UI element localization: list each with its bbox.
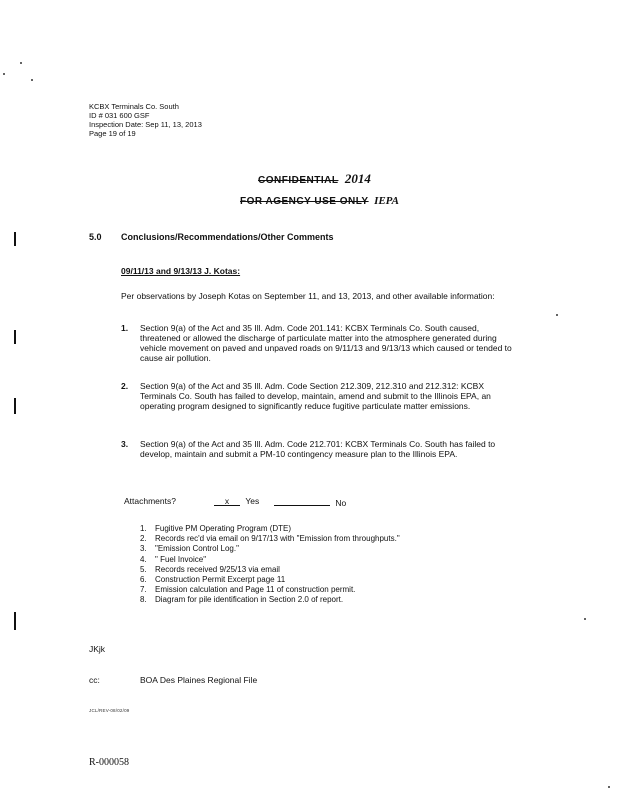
- list-item-number: 6.: [140, 575, 147, 585]
- scan-mark-bar: [14, 612, 16, 630]
- scan-mark-dot: [556, 314, 558, 316]
- attachments-no-label: No: [335, 498, 347, 508]
- attachments-label: Attachments?: [124, 496, 176, 506]
- list-item-text: "Emission Control Log.": [155, 544, 239, 554]
- scan-mark-dot: [31, 79, 33, 81]
- list-item-number: 1.: [140, 524, 147, 533]
- list-item-number: 4.: [140, 554, 147, 564]
- section-number: 5.0: [89, 232, 102, 242]
- list-item-text: Fugitive PM Operating Program (DTE): [155, 524, 292, 533]
- list-item-number: 5.: [140, 564, 147, 574]
- header-inspection-date: Inspection Date: Sep 11, 13, 2013: [89, 120, 202, 129]
- finding-item: [121, 323, 521, 363]
- initials: JKjk: [89, 644, 106, 654]
- attachments-yes-label: Yes: [245, 496, 260, 506]
- header-block: [89, 102, 202, 138]
- list-item-number: 2.: [140, 534, 147, 544]
- cc-value: BOA Des Plaines Regional File: [140, 675, 258, 685]
- finding-text: Section 9(a) of the Act and 35 Ill. Adm. Code 201.141: KCBX Terminals Co. South caused, threatened or allowed the discharge of particulate matter into the atmosphere generated during vehicle movement on paved and unpaved roads on 9/11/13 and 9/13/13 which caused or tended to cause air pollution.: [140, 323, 512, 363]
- list-item-text: Diagram for pile identification in Section 2.0 of report.: [155, 595, 344, 605]
- list-item: [140, 524, 400, 534]
- list-item-text: Emission calculation and Page 11 of construction permit.: [155, 585, 356, 595]
- form-code: JCL/REV-08/02/09: [89, 708, 130, 713]
- list-item: [140, 575, 400, 585]
- scan-mark-dot: [3, 73, 5, 75]
- scan-mark-bar: [14, 232, 16, 246]
- list-item: [140, 565, 400, 575]
- scan-mark-dot: [20, 62, 22, 64]
- list-item-text: " Fuel Invoice": [155, 554, 207, 564]
- attachments-yes-mark: x: [224, 496, 230, 506]
- scan-mark-dot: [584, 618, 586, 620]
- stamp-agency-use: FOR AGENCY USE ONLY: [240, 196, 369, 207]
- header-company: KCBX Terminals Co. South: [89, 102, 179, 111]
- scan-mark-bar: [14, 398, 16, 414]
- list-item: [140, 544, 400, 554]
- list-item: [140, 555, 400, 565]
- scan-mark-dot: [608, 786, 610, 788]
- list-item-text: Records rec'd via email on 9/17/13 with "Emission from throughputs.": [155, 534, 400, 544]
- finding-number: 1.: [121, 323, 129, 333]
- attachments-yes: [214, 496, 259, 506]
- list-item: [140, 585, 400, 595]
- finding-text: Section 9(a) of the Act and 35 Ill. Adm. Code 212.701: KCBX Terminals Co. South has failed to develop, maintain and submit a PM-10 contingency measure plan to the Illinois EPA.: [140, 439, 496, 459]
- attachment-list: [140, 524, 400, 606]
- attachments-yes-blank: [214, 496, 240, 506]
- section-title: Conclusions/Recommendations/Other Comments: [121, 232, 334, 242]
- scan-mark-bar: [14, 330, 16, 344]
- subheading: 09/11/13 and 9/13/13 J. Kotas:: [121, 266, 241, 276]
- finding-item: [121, 381, 521, 411]
- finding-text: Section 9(a) of the Act and 35 Ill. Adm. Code Section 212.309, 212.310 and 212.312: KCBX Terminals Co. South has failed to develop, maintain, amend and submit to the Illinois EPA, an operating program designed to significantly reduce fugitive particulate matter emissions.: [140, 381, 491, 411]
- finding-number: 3.: [121, 439, 129, 449]
- list-item: [140, 534, 400, 544]
- header-id: ID # 031 600 GSF: [89, 111, 150, 120]
- list-item-number: 8.: [140, 595, 147, 605]
- finding-item: [121, 439, 521, 459]
- list-item-number: 7.: [140, 585, 147, 595]
- bates-number: R-000058: [89, 757, 129, 768]
- list-item-text: Construction Permit Excerpt page 11: [155, 575, 286, 585]
- stamp-handwritten-year: 2014: [344, 171, 371, 186]
- stamp-handwritten-initials: IEPA: [374, 195, 399, 207]
- list-item-number: 3.: [140, 544, 147, 554]
- intro-paragraph: Per observations by Joseph Kotas on September 11, and 13, 2013, and other available information:: [121, 291, 495, 301]
- list-item: [140, 595, 400, 605]
- header-page: Page 19 of 19: [89, 129, 136, 138]
- attachments-no: [274, 496, 346, 508]
- confidential-stamp: [258, 170, 371, 188]
- finding-number: 2.: [121, 381, 129, 391]
- agency-stamp: [240, 191, 399, 209]
- cc-label: cc:: [89, 675, 100, 685]
- stamp-confidential: CONFIDENTIAL: [258, 175, 339, 186]
- list-item-text: Records received 9/25/13 via email: [155, 564, 280, 574]
- attachments-no-blank: [274, 496, 330, 506]
